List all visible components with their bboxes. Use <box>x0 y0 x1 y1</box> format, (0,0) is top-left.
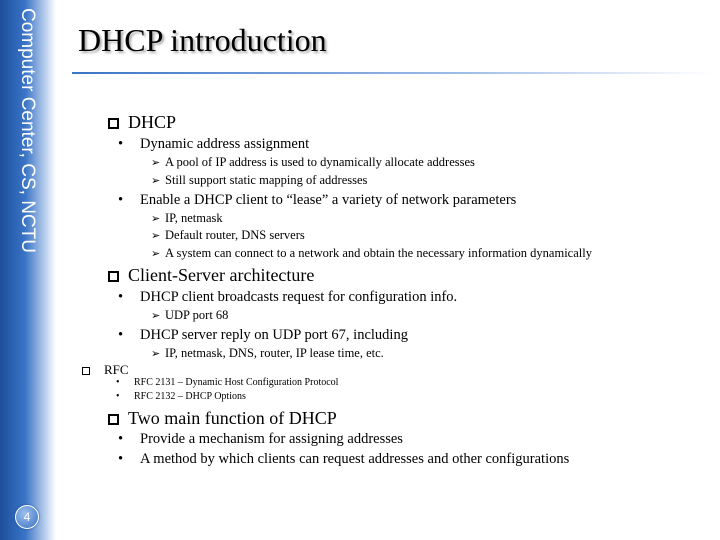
bullet-text: DHCP server reply on UDP port 67, including <box>140 327 408 343</box>
title-underline <box>72 72 712 74</box>
arrow-bullet-icon: ➢ <box>151 247 161 260</box>
bullet-dot-icon: • <box>116 377 120 388</box>
bullet-item <box>116 377 338 388</box>
bullet-item <box>118 192 516 209</box>
sub-bullet-item <box>151 228 305 243</box>
bullet-dot-icon: • <box>118 136 124 152</box>
bullet-dot-icon: • <box>118 451 124 467</box>
bullet-text: RFC 2132 – DHCP Options <box>134 391 246 402</box>
bullet-item <box>118 136 309 153</box>
page-number-badge: 4 <box>15 505 39 529</box>
bullet-dot-icon: • <box>118 289 124 305</box>
arrow-bullet-icon: ➢ <box>151 156 161 169</box>
bullet-item <box>118 327 408 344</box>
bullet-dot-icon: • <box>118 327 124 343</box>
bullet-dot-icon: • <box>118 431 124 447</box>
section-client-server <box>108 265 314 286</box>
checkbox-bullet-icon <box>108 271 119 282</box>
bullet-item <box>118 431 403 448</box>
sub-bullet-text: A system can connect to a network and obtain the necessary information dynamically <box>165 246 592 260</box>
arrow-bullet-icon: ➢ <box>151 174 161 187</box>
sub-bullet-item <box>151 211 223 226</box>
section-heading: DHCP <box>128 112 177 132</box>
checkbox-bullet-icon <box>82 367 90 375</box>
bullet-text: Enable a DHCP client to “lease” a variety of network parameters <box>140 192 517 208</box>
sub-bullet-item <box>151 246 592 261</box>
sub-bullet-text: Still support static mapping of addresses <box>165 173 368 187</box>
sub-bullet-item <box>151 308 228 323</box>
arrow-bullet-icon: ➢ <box>151 347 161 360</box>
section-heading: Two main function of DHCP <box>128 408 337 428</box>
slide-title: DHCP introduction <box>78 22 327 58</box>
bullet-text: Dynamic address assignment <box>140 136 310 152</box>
sub-bullet-item <box>151 173 367 188</box>
sidebar-vertical-text: Computer Center, CS, NCTU <box>17 8 38 253</box>
section-dhcp <box>108 112 176 133</box>
sub-bullet-text: IP, netmask <box>165 211 223 225</box>
arrow-bullet-icon: ➢ <box>151 309 161 322</box>
sub-bullet-text: Default router, DNS servers <box>165 228 305 242</box>
sub-bullet-item <box>151 155 475 170</box>
bullet-dot-icon: • <box>116 391 120 402</box>
bullet-dot-icon: • <box>118 192 124 208</box>
checkbox-bullet-icon <box>108 118 119 129</box>
section-rfc <box>82 362 129 378</box>
bullet-text: Provide a mechanism for assigning addresses <box>140 431 403 447</box>
arrow-bullet-icon: ➢ <box>151 212 161 225</box>
sub-bullet-text: IP, netmask, DNS, router, IP lease time, etc. <box>165 346 384 360</box>
bullet-item <box>116 391 246 402</box>
section-main-functions <box>108 408 337 429</box>
bullet-text: RFC 2131 – Dynamic Host Configuration Protocol <box>134 377 339 388</box>
section-heading: Client-Server architecture <box>128 265 315 285</box>
bullet-item <box>118 451 569 468</box>
bullet-text: DHCP client broadcasts request for configuration info. <box>140 289 458 305</box>
arrow-bullet-icon: ➢ <box>151 229 161 242</box>
sub-bullet-item <box>151 346 384 361</box>
bullet-item <box>118 289 457 306</box>
sub-bullet-text: UDP port 68 <box>165 308 229 322</box>
section-heading: RFC <box>104 362 129 377</box>
checkbox-bullet-icon <box>108 414 119 425</box>
sub-bullet-text: A pool of IP address is used to dynamically allocate addresses <box>165 155 475 169</box>
bullet-text: A method by which clients can request addresses and other configurations <box>140 451 570 467</box>
